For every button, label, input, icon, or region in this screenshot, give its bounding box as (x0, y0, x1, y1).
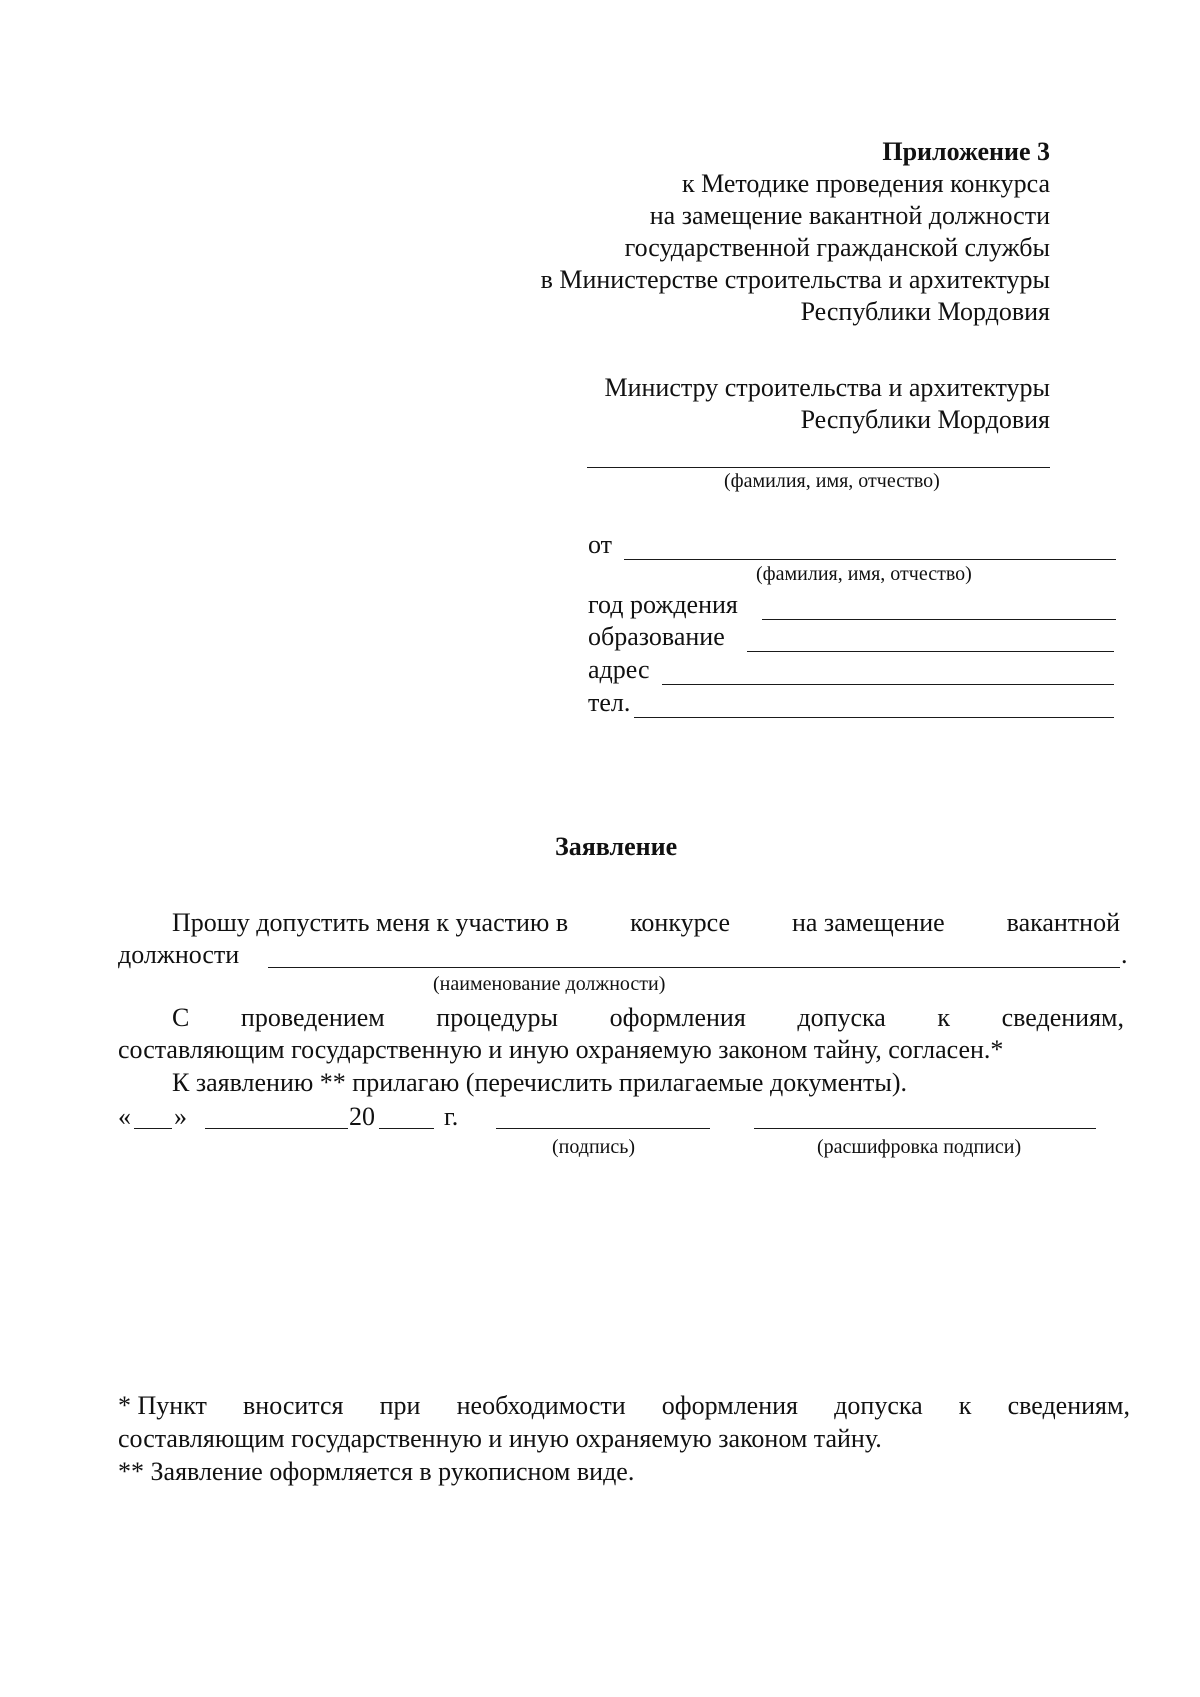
date-year-line (379, 1128, 434, 1129)
date-month-line (205, 1128, 348, 1129)
statement-word: на замещение (791, 908, 945, 937)
statement-word: процедуры (436, 1003, 559, 1032)
footnote-1-line2: составляющим государственную и иную охраняемую законом тайну. (118, 1424, 882, 1453)
statement-p2-line2: составляющим государственную и иную охраняемую законом тайну, согласен.* (118, 1035, 1004, 1064)
statement-word: сведениям, (1001, 1003, 1124, 1032)
date-day-line (134, 1128, 172, 1129)
addressee-name-caption: (фамилия, имя, отчество) (724, 470, 940, 492)
addressee-line1: Министру строительства и архитектуры (604, 373, 1050, 402)
signature-decoding-line (754, 1128, 1096, 1129)
footnote-word: при (379, 1391, 421, 1420)
footnote-word: необходимости (456, 1391, 626, 1420)
addressee-block (604, 372, 1050, 436)
statement-word: конкурсе (630, 908, 730, 937)
appendix-line: государственной гражданской службы (624, 233, 1050, 262)
appendix-line: Республики Мордовия (800, 297, 1050, 326)
birth-year-line (762, 619, 1116, 620)
date-close-quote: » (174, 1102, 187, 1131)
footnote-word: сведениям, (1007, 1391, 1130, 1420)
education-line (747, 651, 1114, 652)
statement-word: проведением (240, 1003, 385, 1032)
address-line (662, 684, 1114, 685)
footnote-1-line1 (118, 1390, 1130, 1422)
birth-year-label: год рождения (588, 590, 738, 619)
appendix-title: Приложение 3 (882, 137, 1050, 166)
statement-word: С (172, 1003, 190, 1032)
statement-p1-line1 (172, 907, 1120, 939)
footnote-word: допуска (834, 1391, 923, 1420)
appendix-line: к Методике проведения конкурса (681, 169, 1050, 198)
signature-decoding-caption: (расшифровка подписи) (817, 1136, 1022, 1158)
from-caption: (фамилия, имя, отчество) (756, 563, 972, 585)
addressee-name-line (587, 467, 1050, 468)
position-line (268, 967, 1120, 968)
education-label: образование (588, 622, 725, 651)
statement-p3: К заявлению ** прилагаю (перечислить прилагаемые документы). (172, 1068, 908, 1097)
statement-word: к (937, 1003, 951, 1032)
signature-line (496, 1128, 710, 1129)
statement-word: Прошу допустить меня к участию в (172, 908, 569, 937)
footnote-word: к (958, 1391, 972, 1420)
from-line (624, 559, 1116, 560)
statement-word: вакантной (1006, 908, 1120, 937)
appendix-line: в Министерстве строительства и архитектуры (540, 265, 1050, 294)
phone-label: тел. (588, 688, 631, 717)
statement-p2-line1 (172, 1002, 1124, 1034)
footnote-2: ** Заявление оформляется в рукописном виде. (118, 1457, 635, 1486)
statement-word: допуска (797, 1003, 886, 1032)
date-year-suffix: г. (444, 1102, 459, 1131)
addressee-line2: Республики Мордовия (800, 405, 1050, 434)
appendix-line: на замещение вакантной должности (649, 201, 1050, 230)
address-label: адрес (588, 655, 650, 684)
appendix-block (541, 136, 1050, 328)
phone-line (634, 717, 1114, 718)
footnote-word: оформления (661, 1391, 799, 1420)
statement-p1-end: . (1121, 940, 1128, 969)
date-year-prefix: 20 (349, 1102, 375, 1131)
signature-caption: (подпись) (552, 1136, 636, 1158)
from-label: от (588, 530, 613, 559)
date-open-quote: « (118, 1102, 131, 1131)
position-caption: (наименование должности) (433, 973, 666, 995)
statement-word: оформления (609, 1003, 746, 1032)
footnote-word: * Пункт (118, 1391, 207, 1420)
statement-title: Заявление (555, 832, 678, 861)
statement-p1-line2: должности (118, 940, 240, 969)
footnote-word: вносится (243, 1391, 344, 1420)
